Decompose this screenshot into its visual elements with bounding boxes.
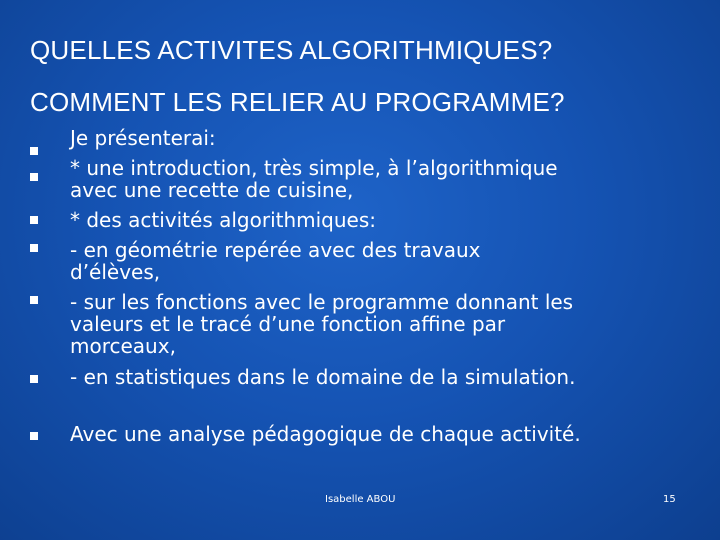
list-item: - en statistiques dans le domaine de la simulation.: [70, 365, 576, 389]
square-bullet-icon: [30, 216, 38, 224]
square-bullet-icon: [30, 432, 38, 440]
square-bullet-icon: [30, 147, 38, 155]
footer-author: Isabelle ABOU: [325, 494, 396, 505]
square-bullet-icon: [30, 296, 38, 304]
list-item: Avec une analyse pédagogique de chaque activité.: [70, 422, 581, 446]
list-item: - sur les fonctions avec le programme donnant les valeurs et le tracé d’une fonction affine par morceaux,: [70, 290, 574, 358]
list-item: - en géométrie repérée avec des travaux d’élèves,: [70, 238, 481, 284]
list-item: Je présenterai:: [70, 126, 216, 150]
slide-title-line-1: QUELLES ACTIVITES ALGORITHMIQUES?: [30, 35, 553, 65]
slide-title-line-2: COMMENT LES RELIER AU PROGRAMME?: [30, 87, 565, 117]
square-bullet-icon: [30, 375, 38, 383]
square-bullet-icon: [30, 244, 38, 252]
list-item: * une introduction, très simple, à l’algorithmique avec une recette de cuisine,: [70, 156, 558, 202]
page-number: 15: [663, 494, 676, 505]
list-item: * des activités algorithmiques:: [70, 208, 377, 232]
square-bullet-icon: [30, 173, 38, 181]
